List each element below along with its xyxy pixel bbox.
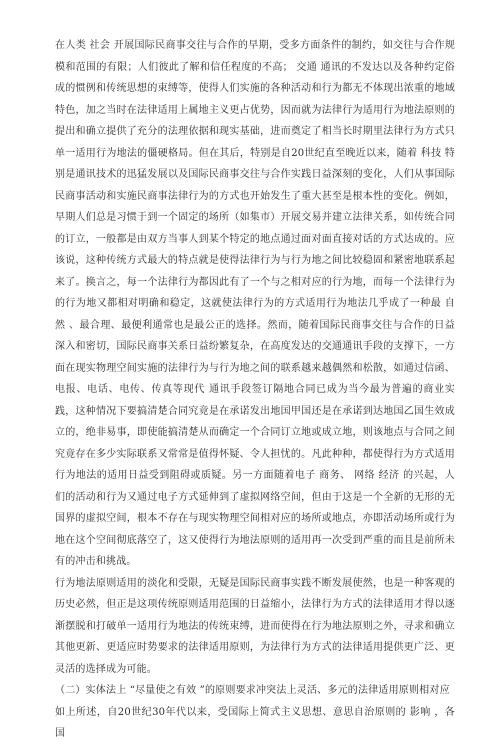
paragraph: 在人类 社会 开展国际民商事交往与合作的早期，受多方面条件的制约，如交往与合作规模和范围的有限；人们彼此了解和信任程度的不高； 交通 通讯的不发达以及各种约定俗成的惯例和传统思想的束缚等，使得人们实施的各种活动和行为都无不体现出浓重的地域特色，加之当时在法律适用上属地主义更占优势，因而就为法律行为适用行为地法原则的提出和确立提供了充分的法理依据和现实基础，进而奠定了相当长时期里法律行为方式只单一适用行为地法的僵硬格局。但在其后，特别是自20世纪直至晚近以来，随着 科技 特别是通讯技术的迅猛发展以及国际民商事交往与合作实践日益深刻的变化，人们从事国际民商事活动和实施民商事法律行为的方式也开始发生了重大甚至是根本性的变化。例如，早期人们总是习惯于到一个固定的场所（如集市）开展交易并建立法律关系，如传统合同的订立，一般都是由双方当事人到某个特定的地点通过面对面直接对话的方式达成的。应该说，这种传统方式最大的特点就是使得法律行为与行为地之间比较稳固和紧密地联系起来了。换言之，每一个法律行为都因此有了一个与之相对应的行为地，而每一个法律行为的行为地又都相对明确和稳定，这就使法律行为的方式适用行为地法几乎成了一种最 自然 、最合理、最便利通常也是最公正的选择。然而，随着国际民商事交往与合作的日益深入和密切，国际民商事关系日益纷繁复杂，在高度发达的交通通讯手段的支撑下，一方面在现实物理空间实施的法律行为与行为地之间的联系越来越偶然和松散，如通过信函、电报、电话、电传、传真等现代 通讯手段签订隔地合同已成为当今最为普遍的商业实践，这种情况下要搞清楚合同究竟是在承诺发出地国甲国还是在承诺到达地国乙国生效成立的，绝非易事，即使能搞清楚从而确定一个合同订立地或成立地，则该地点与合同之间究竟存在多少实际联系又常常是值得怀疑、令人担忧的。凡此种种，都使得行为方式适用行为地法的适用日益受到阻碍或质疑。另一方面随着电子 商务、 网络 经济 的兴起，人们的活动和行为又通过电子方式延伸到了虚拟网络空间，但由于这是一个全新的无形的无国界的虚拟空间，根本不存在与现实物理空间相对应的场所或地点，亦即活动场所或行为地在这个空间彻底落空了，这又使得行为地法原则的适用再一次受到严重的而且是前所未有的冲击和挑战。 bbox=[55, 40, 455, 567]
document-body bbox=[55, 35, 455, 745]
paragraph: 行为地法原则适用的淡化和受限，无疑是国际民商事实践不断发展使然，也是一种客观的历史必然，但正是这项传统原则适用范围的日益缩小，法律行为方式的法律适用才得以逐渐摆脱和打破单一适用行为地法的传统束缚，进而使得在行为地法原则之外，寻求和确立其他更新、更适应时势要求的法律适用原则，为法律行为方式的法律适用提供更广泛、更灵活的选择成为可能。 bbox=[55, 577, 455, 675]
paragraph: 如上所述，自20世纪30年代以来，受国际上简式主义思想、意思自治原则的 影响 ，各国 bbox=[55, 706, 455, 739]
section-heading: （二）实体法上 “尽量使之有效 ”的原则要求冲突法上灵活、多元的法律适用原则相对应 bbox=[55, 685, 450, 696]
